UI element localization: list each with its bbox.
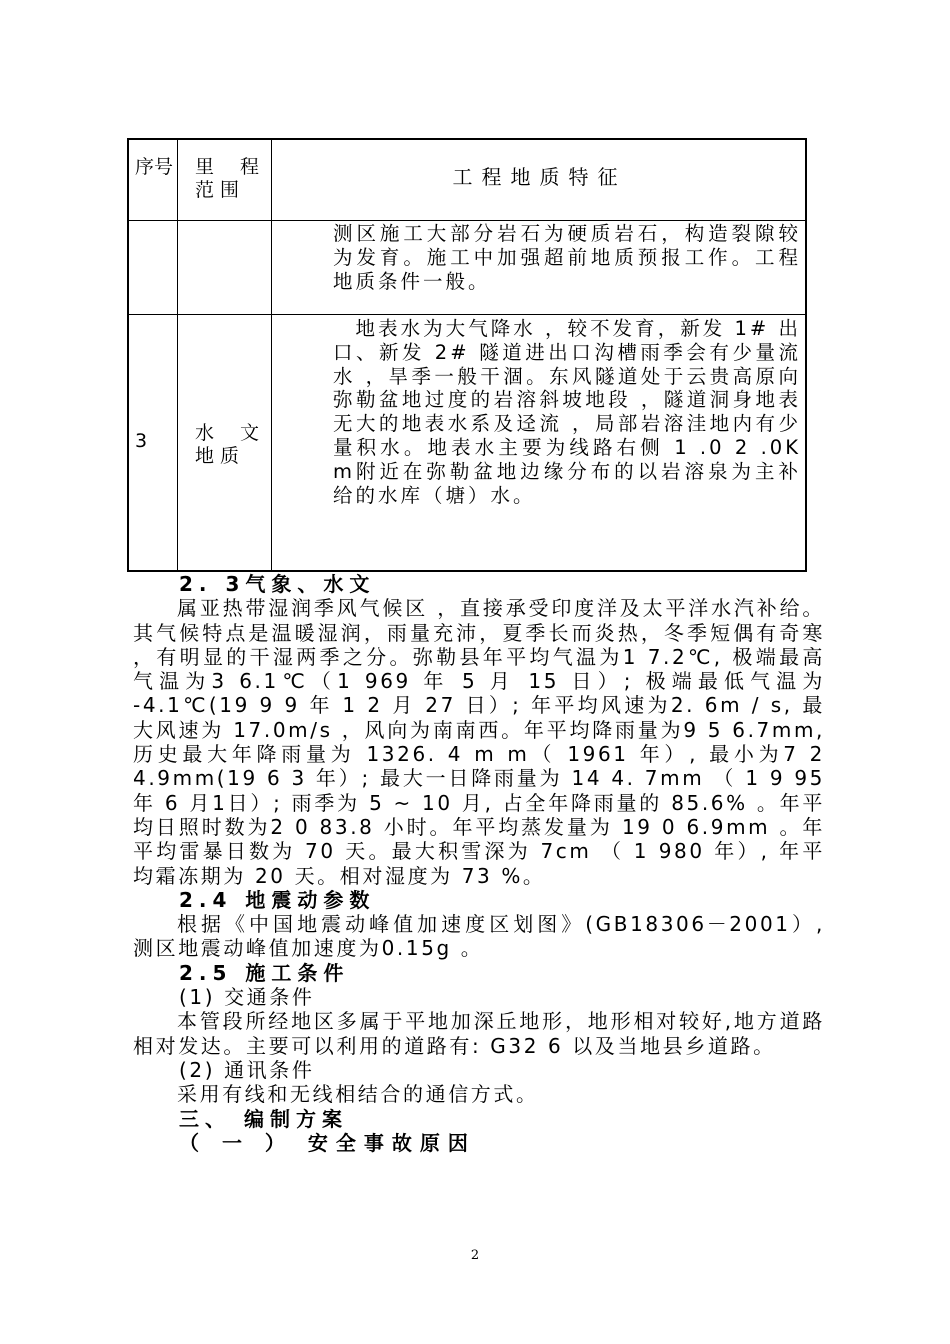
paragraph: 根据《中国地震动峰值加速度区划图》(GB18306－2001）, 测区地震动峰值加速度为0.15g 。 [133, 912, 825, 961]
subsection-heading: （ 一 ） 安全事故原因 [179, 1130, 476, 1155]
header-no: 序号 [135, 156, 174, 178]
table-divider [271, 140, 272, 570]
table-row-feature: 测区施工大部分岩石为硬质岩石，构造裂隙较为发育。施工中加强超前地质预报工作。工程地质条件一般。 [333, 222, 801, 293]
header-feature: 工程地质特征 [452, 165, 627, 189]
section-heading: 三、 编制方案 [179, 1106, 348, 1131]
row-range-char: 水 [195, 422, 215, 444]
table-row-range [195, 422, 263, 468]
paragraph: 本管段所经地区多属于平地加深丘地形，地形相对较好,地方道路相对发达。主要可以利用的道路有: G32 6 以及当地县乡道路。 [133, 1009, 825, 1058]
header-range [195, 156, 265, 202]
header-range-char: 程 [239, 156, 259, 178]
section-heading: 2.4 地震动参数 [179, 887, 376, 912]
list-item: (1) 交通条件 [179, 985, 315, 1010]
table-row-feature: 地表水为大气降水 ，较不发育，新发 1# 出口、新发 2# 隧道进出口沟槽雨季会有少量流水 ，旱季一般干涸。东风隧道处于云贵高原向弥勒盆地过度的岩溶斜坡地段 ，隧道洞身地表无大的地表水系及迳流 ，局部岩溶洼地内有少量积水。地表水主要为线路右侧 1 .0 2 .0K m附近在弥勒盆地边缘分布的以岩溶泉为主补给的水库（塘）水。 [333, 317, 801, 507]
list-item: (2) 通讯条件 [179, 1057, 315, 1082]
header-range-line2: 范 围 [195, 179, 240, 201]
geology-table [127, 138, 807, 572]
table-row-no: 3 [135, 430, 148, 452]
paragraph: 属亚热带湿润季风气候区 ，直接承受印度洋及太平洋水汽补给。其气候特点是温暖湿润，雨量充沛，夏季长而炎热，冬季短偶有奇寒 ，有明显的干湿两季之分。弥勒县年平均气温为1 7.2℃, 极端最高气温为3 6.1℃（1 969 年 5 月 15 日）; 极端最低气温为 -4.1℃(19 9 9 年 1 2 月 27 日）; 年平均风速为2. 6m / s, 最大风速为 17.0m/s ，风向为南南西。年平均降雨量为9 5 6.7mm, 历史最大年降雨量为 1326. 4 m m（ 1961 年）, 最小为7 2 4.9mm(19 6 3 年）; 最大一日降雨量为 14 4. 7mm （ 1 9 95 年 6 月1日）; 雨季为 5 ~ 10 月, 占全年降雨量的 85.6% 。年平均日照时数为2 0 83.8 小时。年平均蒸发量为 19 0 6.9mm 。年平均雷暴日数为 70 天。最大积雪深为 7cm （ 1 980 年）, 年平均霜冻期为 20 天。相对湿度为 73 %。 [133, 596, 825, 888]
header-range-char: 里 [195, 156, 215, 178]
table-divider [177, 140, 178, 570]
page-number: 2 [470, 1248, 480, 1263]
paragraph: 采用有线和无线相结合的通信方式。 [177, 1082, 539, 1107]
body-content [133, 572, 825, 1155]
table-divider [129, 314, 805, 315]
row-range-line2: 地 质 [195, 445, 240, 467]
row-range-char: 文 [239, 422, 259, 444]
section-heading: 2.5 施工条件 [179, 960, 350, 985]
section-heading: 2. 3气象、水文 [179, 572, 376, 596]
table-divider [129, 220, 805, 221]
